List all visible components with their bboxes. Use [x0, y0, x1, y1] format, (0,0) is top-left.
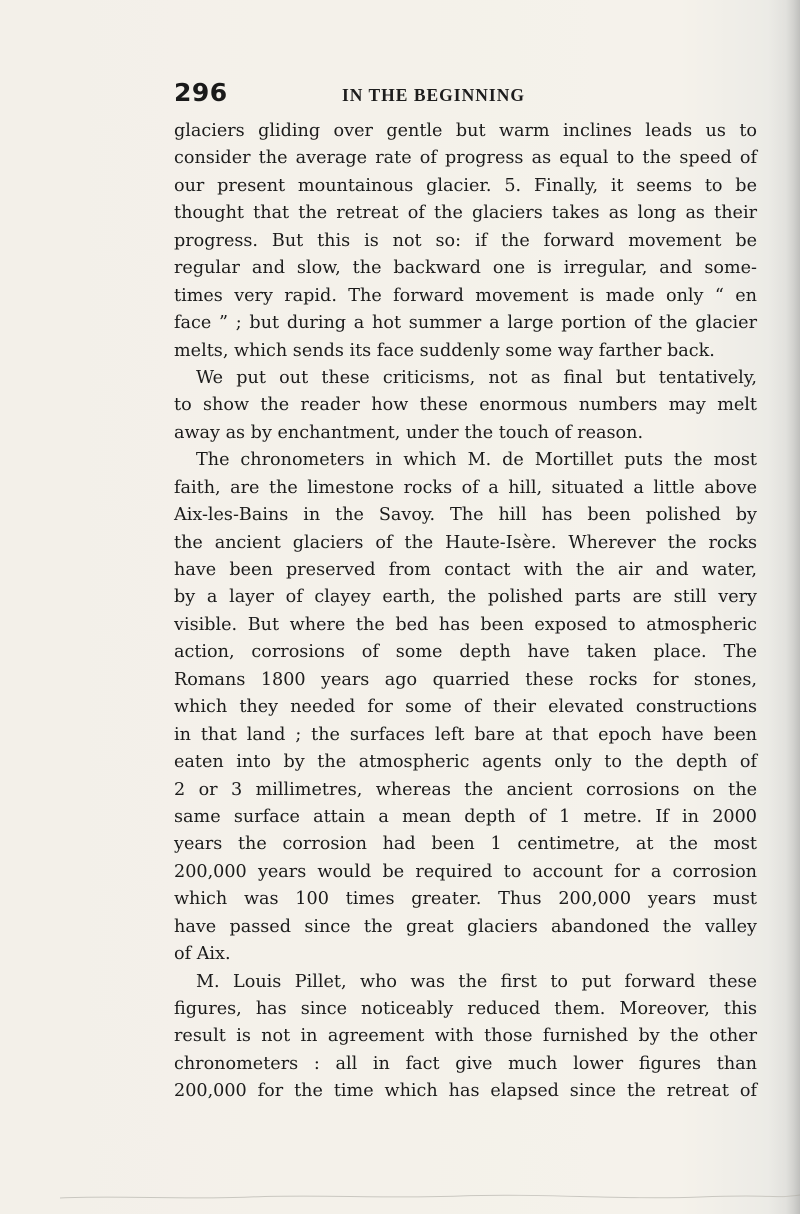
text-line: of Aix. — [174, 944, 231, 965]
text-line: 2 or 3 millimetres, whereas the ancient corrosions on the — [174, 779, 757, 800]
text-line: Aix-les-Bains in the Savoy. The hill has been polished by — [174, 505, 757, 526]
text-line: 200,000 years would be required to account for a corrosion — [174, 861, 757, 882]
text-line: by a layer of clayey earth, the polished parts are still very — [174, 587, 757, 608]
text-line: the ancient glaciers of the Haute-Isère. Wherever the rocks — [174, 532, 757, 553]
text-line: melts, which sends its face suddenly some way farther back. — [174, 340, 715, 361]
text-line: M. Louis Pillet, who was the first to put forward these — [196, 971, 757, 992]
text-line: consider the average rate of progress as equal to the speed of — [174, 148, 757, 169]
text-line: thought that the retreat of the glaciers takes as long as their — [174, 203, 757, 224]
page-header — [0, 78, 800, 112]
text-line: away as by enchantment, under the touch of reason. — [174, 422, 644, 443]
body-text — [174, 118, 757, 1106]
text-line: The chronometers in which M. de Mortillet puts the most — [196, 450, 757, 471]
text-line: same surface attain a mean depth of 1 metre. If in 2000 — [174, 806, 757, 827]
text-line: visible. But where the bed has been exposed to atmospheric — [174, 614, 757, 635]
page-number: 296 — [174, 78, 228, 107]
running-head: IN THE BEGINNING — [342, 85, 525, 105]
text-line: have passed since the great glaciers abandoned the valley — [174, 916, 757, 937]
text-line: times very rapid. The forward movement is made only “ en — [174, 285, 757, 306]
text-line: figures, has since noticeably reduced them. Moreover, this — [174, 999, 757, 1019]
text-line: regular and slow, the backward one is irregular, and some- — [174, 258, 757, 279]
text-line: to show the reader how these enormous numbers may melt — [174, 395, 757, 416]
text-line: faith, are the limestone rocks of a hill, situated a little above — [174, 477, 757, 498]
text-line: face ” ; but during a hot summer a large portion of the glacier — [174, 313, 757, 334]
text-line: We put out these criticisms, not as final but tentatively, — [196, 367, 757, 388]
text-line: years the corrosion had been 1 centimetre, at the most — [174, 834, 757, 855]
text-line: our present mountainous glacier. 5. Finally, it seems to be — [174, 175, 757, 196]
text-line: which was 100 times greater. Thus 200,000 years must — [174, 889, 757, 910]
page-edge-marks — [60, 1186, 800, 1206]
text-line: which they needed for some of their elevated constructions — [174, 697, 757, 718]
text-line: in that land ; the surfaces left bare at that epoch have been — [174, 724, 757, 745]
text-line: eaten into by the atmospheric agents only to the depth of — [174, 752, 757, 773]
text-line: have been preserved from contact with the air and water, — [174, 560, 757, 580]
page-edge-shadow — [786, 0, 800, 1214]
text-line: progress. But this is not so: if the forward movement be — [174, 230, 757, 251]
text-line: result is not in agreement with those furnished by the other — [174, 1026, 757, 1047]
text-line: chronometers : all in fact give much lower figures than — [174, 1053, 757, 1074]
text-line: glaciers gliding over gentle but warm inclines leads us to — [174, 121, 757, 141]
text-line: Romans 1800 years ago quarried these rocks for stones, — [174, 669, 757, 690]
text-line: action, corrosions of some depth have taken place. The — [174, 642, 757, 663]
text-line: 200,000 for the time which has elapsed since the retreat of — [174, 1081, 757, 1102]
